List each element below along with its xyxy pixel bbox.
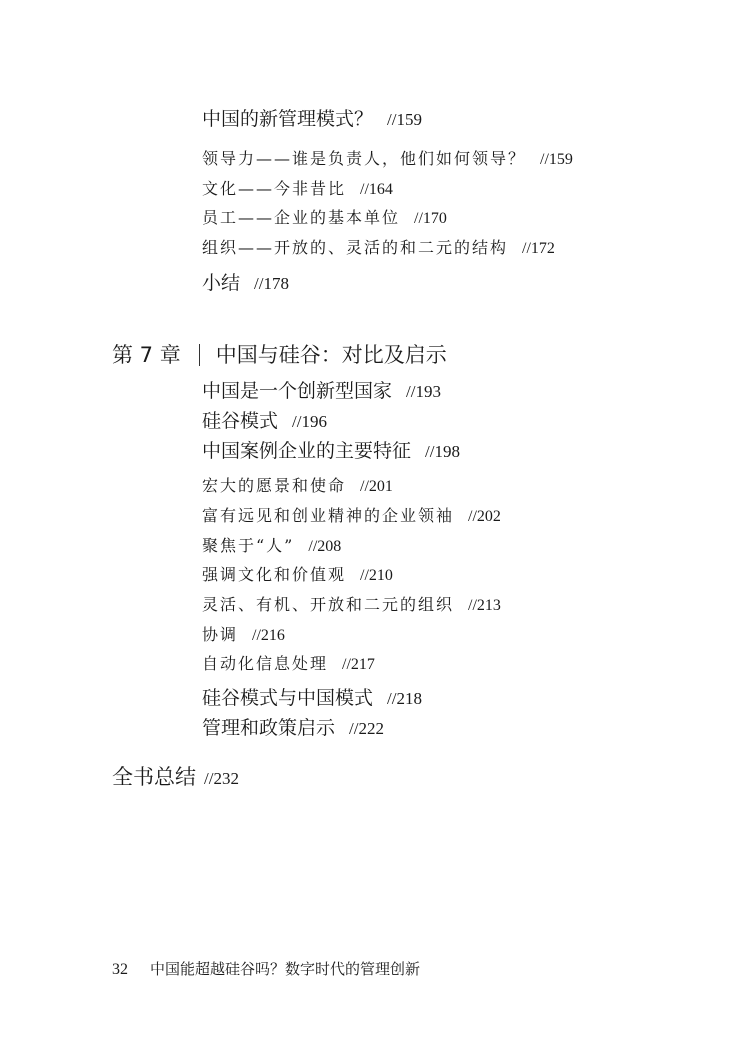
toc-subentry-page: //202 xyxy=(468,508,501,525)
toc-entry-page: //218 xyxy=(387,689,422,708)
chapter-divider xyxy=(199,344,200,366)
toc-subentry-page: //213 xyxy=(468,597,501,614)
toc-entry-title: 中国案例企业的主要特征 xyxy=(202,440,412,462)
toc-entry xyxy=(202,689,422,708)
toc-subentry-title: 宏大的愿景和使命 xyxy=(202,476,347,495)
toc-subentry xyxy=(202,508,501,525)
toc-entry xyxy=(202,274,289,293)
chapter-heading xyxy=(112,344,447,366)
running-title: 中国能超越硅谷吗？数字时代的管理创新 xyxy=(150,960,421,978)
toc-subentry-title: 文化——今非昔比 xyxy=(202,179,347,198)
toc-subentry-title: 灵活、有机、开放和二元的组织 xyxy=(202,595,455,614)
toc-subentry xyxy=(202,627,285,644)
toc-entry xyxy=(202,719,384,738)
toc-subentry-title: 自动化信息处理 xyxy=(202,654,329,673)
toc-subentry-page: //159 xyxy=(540,151,573,168)
toc-subentry-page: //170 xyxy=(414,210,447,227)
toc-subentry-page: //201 xyxy=(360,478,393,495)
chapter-title: 中国与硅谷：对比及启示 xyxy=(215,343,447,367)
toc-entry xyxy=(202,110,422,129)
toc-subentry-title: 领导力——谁是负责人，他们如何领导？ xyxy=(202,149,527,168)
toc-subentry-title: 强调文化和价值观 xyxy=(202,565,347,584)
toc-entry-page: //193 xyxy=(406,382,441,401)
toc-subentry xyxy=(202,538,341,555)
toc-entry-page: //159 xyxy=(387,110,422,129)
chapter-label: 第 7 章 xyxy=(112,343,181,367)
toc-entry-title: 全书总结 xyxy=(112,765,196,789)
page-number: 32 xyxy=(112,961,128,978)
toc-subentry-page: //164 xyxy=(360,181,393,198)
toc-subentry xyxy=(202,478,393,495)
toc-chapter-entry xyxy=(112,767,239,788)
toc-subentry xyxy=(202,567,393,584)
toc-subentry xyxy=(202,240,555,257)
page-footer xyxy=(112,958,420,979)
toc-entry-page: //178 xyxy=(254,274,289,293)
toc-entry-page: //196 xyxy=(292,412,327,431)
toc-subentry-page: //172 xyxy=(522,240,555,257)
toc-subentry-title: 员工——企业的基本单位 xyxy=(202,208,401,227)
toc-subentry xyxy=(202,181,393,198)
toc-subentry xyxy=(202,151,573,168)
toc-subentry-page: //217 xyxy=(342,656,375,673)
toc-subentry-page: //208 xyxy=(308,538,342,555)
toc-entry xyxy=(202,412,327,431)
toc-entry-title: 小结 xyxy=(202,272,241,294)
toc-subentry-title: 聚焦于“人” xyxy=(202,536,295,555)
toc-subentry-page: //210 xyxy=(360,567,393,584)
toc-entry-title: 硅谷模式 xyxy=(202,410,279,432)
toc-entry xyxy=(202,382,441,401)
toc-subentry xyxy=(202,597,501,614)
toc-entry-page: //198 xyxy=(425,442,460,461)
toc-entry-title: 中国是一个创新型国家 xyxy=(202,380,393,402)
toc-entry-page: //222 xyxy=(349,719,384,738)
toc-subentry-title: 富有远见和创业精神的企业领袖 xyxy=(202,506,455,525)
toc-entry-page: //232 xyxy=(204,769,239,788)
toc-subentry-title: 协调 xyxy=(202,625,239,644)
toc-entry xyxy=(202,442,460,461)
toc-subentry xyxy=(202,210,447,227)
toc-subentry-title: 组织——开放的、灵活的和二元的结构 xyxy=(202,238,509,257)
toc-subentry-page: //216 xyxy=(252,627,285,644)
toc-entry-title: 中国的新管理模式？ xyxy=(202,108,374,130)
toc-entry-title: 管理和政策启示 xyxy=(202,717,336,739)
toc-entry-title: 硅谷模式与中国模式 xyxy=(202,687,374,709)
toc-subentry xyxy=(202,656,375,673)
